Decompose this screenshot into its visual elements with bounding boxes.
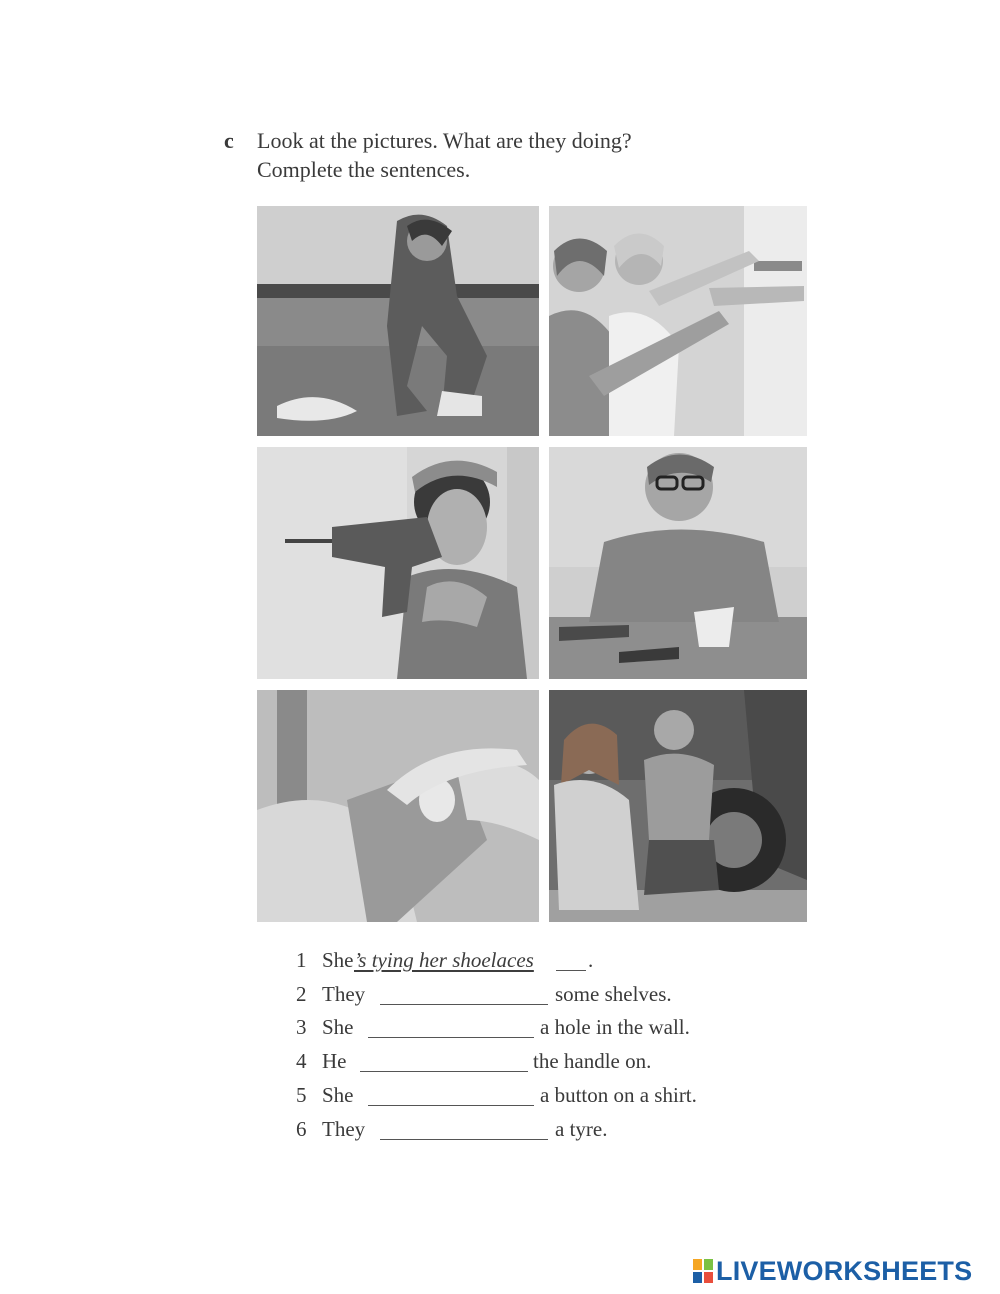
instruction-line-1: Look at the pictures. What are they doing?: [257, 128, 632, 153]
answer-blank-2[interactable]: [380, 980, 548, 1005]
sentence-rest: the handle on.: [533, 1049, 652, 1073]
answer-blank-extension: [556, 946, 586, 971]
photo-people-changing-tyre: [549, 690, 807, 922]
answer-blank-4[interactable]: [360, 1047, 528, 1072]
sentence-rest: some shelves.: [555, 982, 672, 1006]
sentence-subject: He: [322, 1049, 347, 1073]
sentence-rest: .: [588, 948, 594, 972]
sentence-number: 6: [296, 1117, 307, 1141]
answer-blank-5[interactable]: [368, 1081, 534, 1106]
photo-man-gluing-cup-handle: [549, 447, 807, 679]
sentence-number: 3: [296, 1015, 307, 1039]
sentence-number: 1: [296, 948, 307, 972]
sentence-rest: a hole in the wall.: [540, 1015, 690, 1039]
sentence-subject: They: [322, 982, 366, 1006]
photo-woman-drilling-hole: [257, 447, 539, 679]
photo-women-putting-up-shelves: [549, 206, 807, 436]
sentence-subject: She: [322, 1083, 354, 1107]
liveworksheets-wordmark: LIVEWORKSHEETS: [716, 1255, 973, 1286]
answer-blank-6[interactable]: [380, 1115, 548, 1140]
sentence-number: 2: [296, 982, 307, 1006]
exercise-letter: c: [224, 128, 234, 153]
sentence-number: 5: [296, 1083, 307, 1107]
example-answer: ’s tying her shoelaces: [354, 948, 534, 972]
sentence-number: 4: [296, 1049, 307, 1073]
photo-woman-tying-shoelaces: [257, 206, 539, 436]
liveworksheets-logo-icon: [693, 1259, 713, 1283]
sentence-rest: a button on a shirt.: [540, 1083, 697, 1107]
liveworksheets-logo[interactable]: [693, 1256, 972, 1286]
sentence-subject: They: [322, 1117, 366, 1141]
sentence-subject: She: [322, 948, 354, 972]
photo-hands-sewing-button: [257, 690, 539, 922]
sentence-rest: a tyre.: [555, 1117, 608, 1141]
instruction-line-2: Complete the sentences.: [257, 157, 471, 182]
answer-blank-3[interactable]: [368, 1013, 534, 1038]
sentence-subject: She: [322, 1015, 354, 1039]
